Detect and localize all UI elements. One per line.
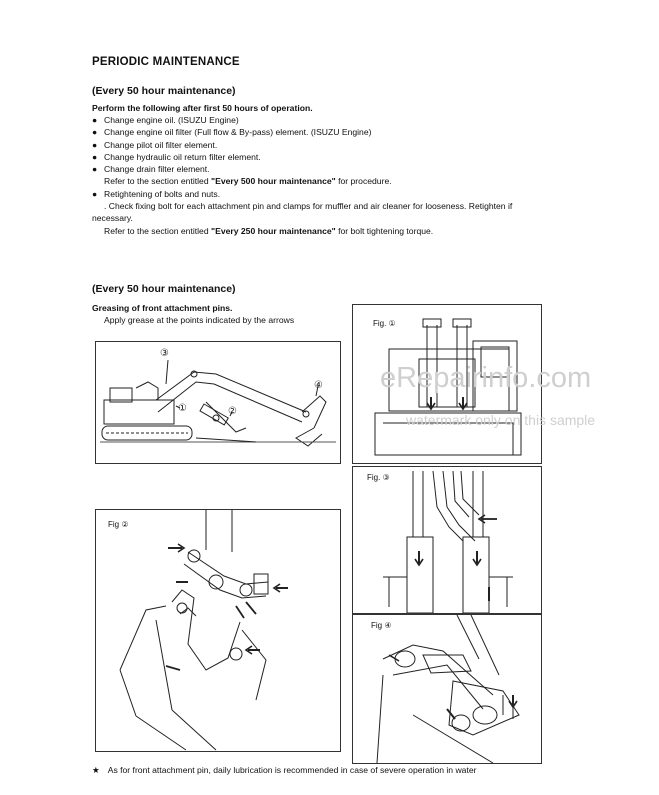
list-item: ● Change drain filter element. bbox=[92, 164, 210, 175]
callout-1: ① bbox=[178, 403, 187, 414]
callout-3: ③ bbox=[160, 348, 169, 359]
list-item: ● Change engine oil filter (Full flow & By-pass) element. (ISUZU Engine) bbox=[92, 127, 372, 138]
bullet: ● bbox=[92, 139, 98, 150]
watermark-note: watermark only on this sample bbox=[406, 412, 596, 428]
section1-list bbox=[92, 114, 512, 237]
fig2-label: Fig ② bbox=[108, 520, 129, 529]
list-item: ● Change pilot oil filter element. bbox=[92, 139, 218, 150]
fig2-drawing bbox=[96, 510, 340, 751]
callout-4: ④ bbox=[314, 380, 323, 391]
bullet: ● bbox=[92, 127, 98, 138]
list-item: ● Change hydraulic oil return filter element. bbox=[92, 151, 261, 162]
bullet: ● bbox=[92, 188, 98, 199]
check-line: . Check fixing bolt for each attachment pin and clamps for muffler and air cleaner for looseness. Retighten if bbox=[104, 201, 513, 212]
list-item: ● Change engine oil. (ISUZU Engine) bbox=[92, 115, 239, 125]
bullet: ● bbox=[92, 151, 98, 162]
section2-heading: (Every 50 hour maintenance) bbox=[92, 283, 236, 295]
fig3-label: Fig. ③ bbox=[367, 473, 390, 482]
callout-2: ② bbox=[228, 406, 237, 417]
figure-4 bbox=[352, 614, 542, 764]
fig4-label: Fig ④ bbox=[371, 621, 392, 630]
excavator-overview-drawing bbox=[96, 342, 340, 463]
reference-line: Refer to the section entitled "Every 500 hour maintenance" for procedure. bbox=[104, 176, 392, 187]
list-item: ● Retightening of bolts and nuts. bbox=[92, 188, 221, 199]
check-line-cont: necessary. bbox=[92, 213, 133, 224]
fig4-drawing bbox=[353, 615, 541, 763]
fig1-label: Fig. ① bbox=[373, 319, 396, 328]
bullet: ● bbox=[92, 164, 98, 175]
section1-heading: (Every 50 hour maintenance) bbox=[92, 85, 236, 97]
fig3-drawing bbox=[353, 467, 541, 613]
page-title: PERIODIC MAINTENANCE bbox=[92, 56, 240, 68]
section2-instruction: Apply grease at the points indicated by the arrows bbox=[104, 315, 295, 325]
section2-subheading: Greasing of front attachment pins. bbox=[92, 303, 233, 313]
star-icon: ★ bbox=[92, 765, 100, 775]
bullet: ● bbox=[92, 115, 98, 125]
section1-intro: Perform the following after first 50 hours of operation. bbox=[92, 103, 313, 113]
figure-2 bbox=[95, 509, 341, 752]
watermark-site: eRepairinfo.com bbox=[380, 362, 592, 394]
footnote-text: As for front attachment pin, daily lubrication is recommended in case of severe operation in water bbox=[107, 765, 477, 775]
figure-3 bbox=[352, 466, 542, 614]
footnote bbox=[92, 764, 476, 776]
reference-line: Refer to the section entitled "Every 250 hour maintenance" for bolt tightening torque. bbox=[104, 225, 434, 236]
excavator-overview-figure bbox=[95, 341, 341, 464]
